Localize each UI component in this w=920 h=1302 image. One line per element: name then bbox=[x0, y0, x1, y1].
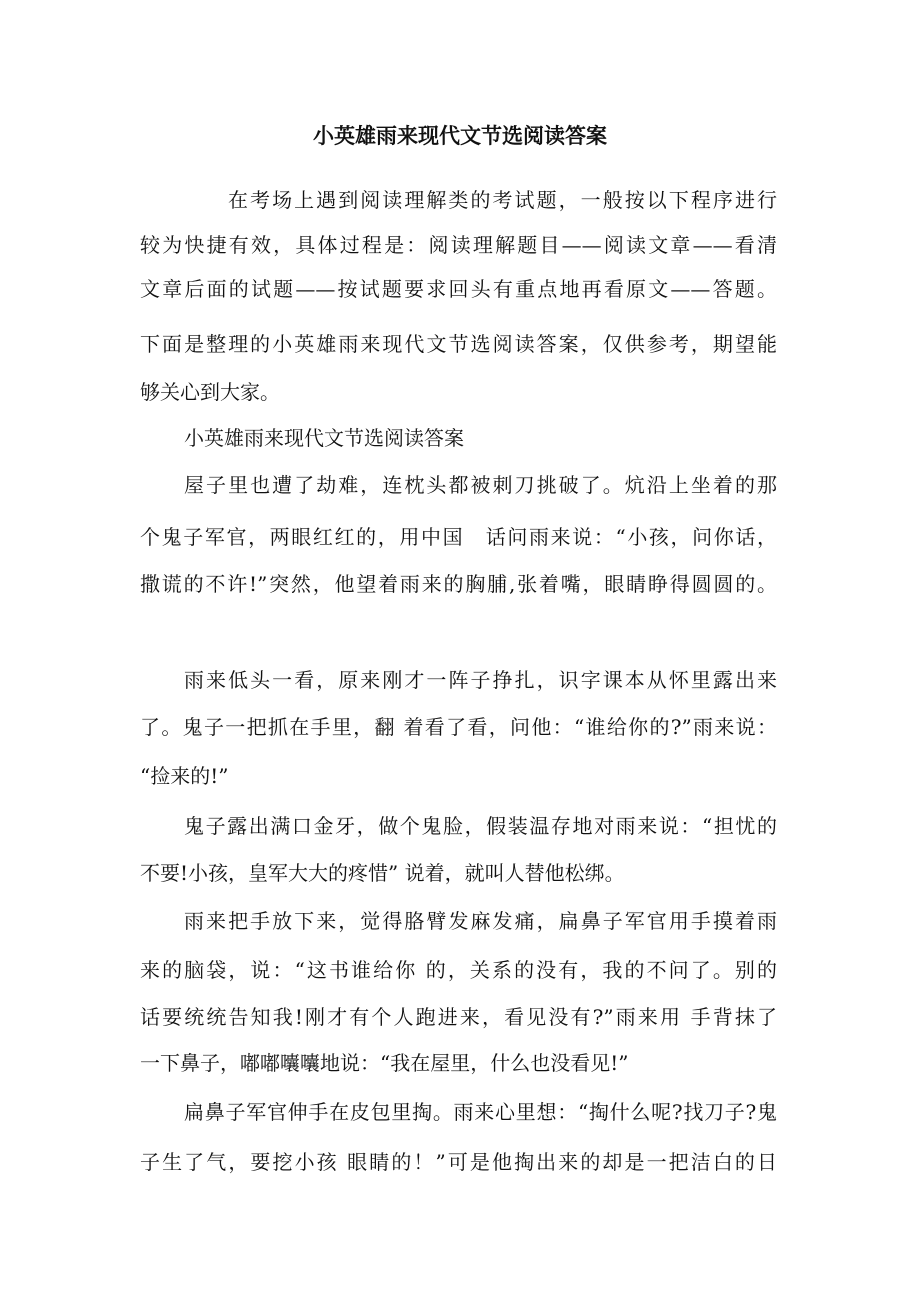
text-line: 雨来把手放下来，觉得胳臂发麻发痛，扁鼻子军官用手摸着雨 bbox=[184, 909, 777, 933]
text-line: 个鬼子军官，两眼红红的，用中国 话问雨来说：“小孩，问你话， bbox=[140, 525, 777, 549]
text-line: 话要统统告知我!刚才有个人跑进来，看见没有?”雨来用 手背抹了 bbox=[140, 1005, 777, 1029]
text-line: 在考场上遇到阅读理解类的考试题，一般按以下程序进行 bbox=[228, 188, 777, 212]
text-line: 屋子里也遭了劫难，连枕头都被刺刀挑破了。炕沿上坐着的那 bbox=[184, 473, 777, 497]
text-line: 鬼子露出满口金牙，做个鬼脸，假装温存地对雨来说：“担忧的 bbox=[184, 814, 777, 838]
text-line: 文章后面的试题——按试题要求回头有重点地再看原文——答题。 bbox=[140, 277, 777, 301]
text-line: 下面是整理的小英雄雨来现代文节选阅读答案，仅供参考，期望能 bbox=[140, 332, 777, 356]
text-line: 撒谎的不许!”突然，他望着雨来的胸脯,张着嘴，眼睛睁得圆圆的。 bbox=[140, 572, 777, 596]
document-title: 小英雄雨来现代文节选阅读答案 bbox=[313, 124, 607, 148]
text-line: 一下鼻子，嘟嘟囔囔地说：“我在屋里，什么也没看见!” bbox=[140, 1051, 629, 1075]
text-line: 来的脑袋，说：“这书谁给你 的，关系的没有，我的不问了。别的 bbox=[140, 958, 777, 982]
text-line: 够关心到大家。 bbox=[140, 380, 280, 404]
text-line: 了。鬼子一把抓在手里，翻 着看了看，问他：“谁给你的?”雨来说： bbox=[140, 715, 777, 739]
text-line: 雨来低头一看，原来刚才一阵子挣扎，识字课本从怀里露出来 bbox=[184, 668, 777, 692]
text-line: 子生了气，要挖小孩 眼睛的！”可是他掏出来的却是一把洁白的日 bbox=[140, 1150, 777, 1174]
text-line: 不要!小孩，皇军大大的疼惜” 说着，就叫人替他松绑。 bbox=[140, 861, 625, 885]
text-line: 扁鼻子军官伸手在皮包里掏。雨来心里想：“掏什么呢?找刀子?鬼 bbox=[184, 1100, 777, 1124]
text-line: 较为快捷有效，具体过程是：阅读理解题目——阅读文章——看清 bbox=[140, 233, 777, 257]
text-line: “捡来的!” bbox=[140, 764, 229, 788]
section-heading: 小英雄雨来现代文节选阅读答案 bbox=[184, 426, 464, 450]
